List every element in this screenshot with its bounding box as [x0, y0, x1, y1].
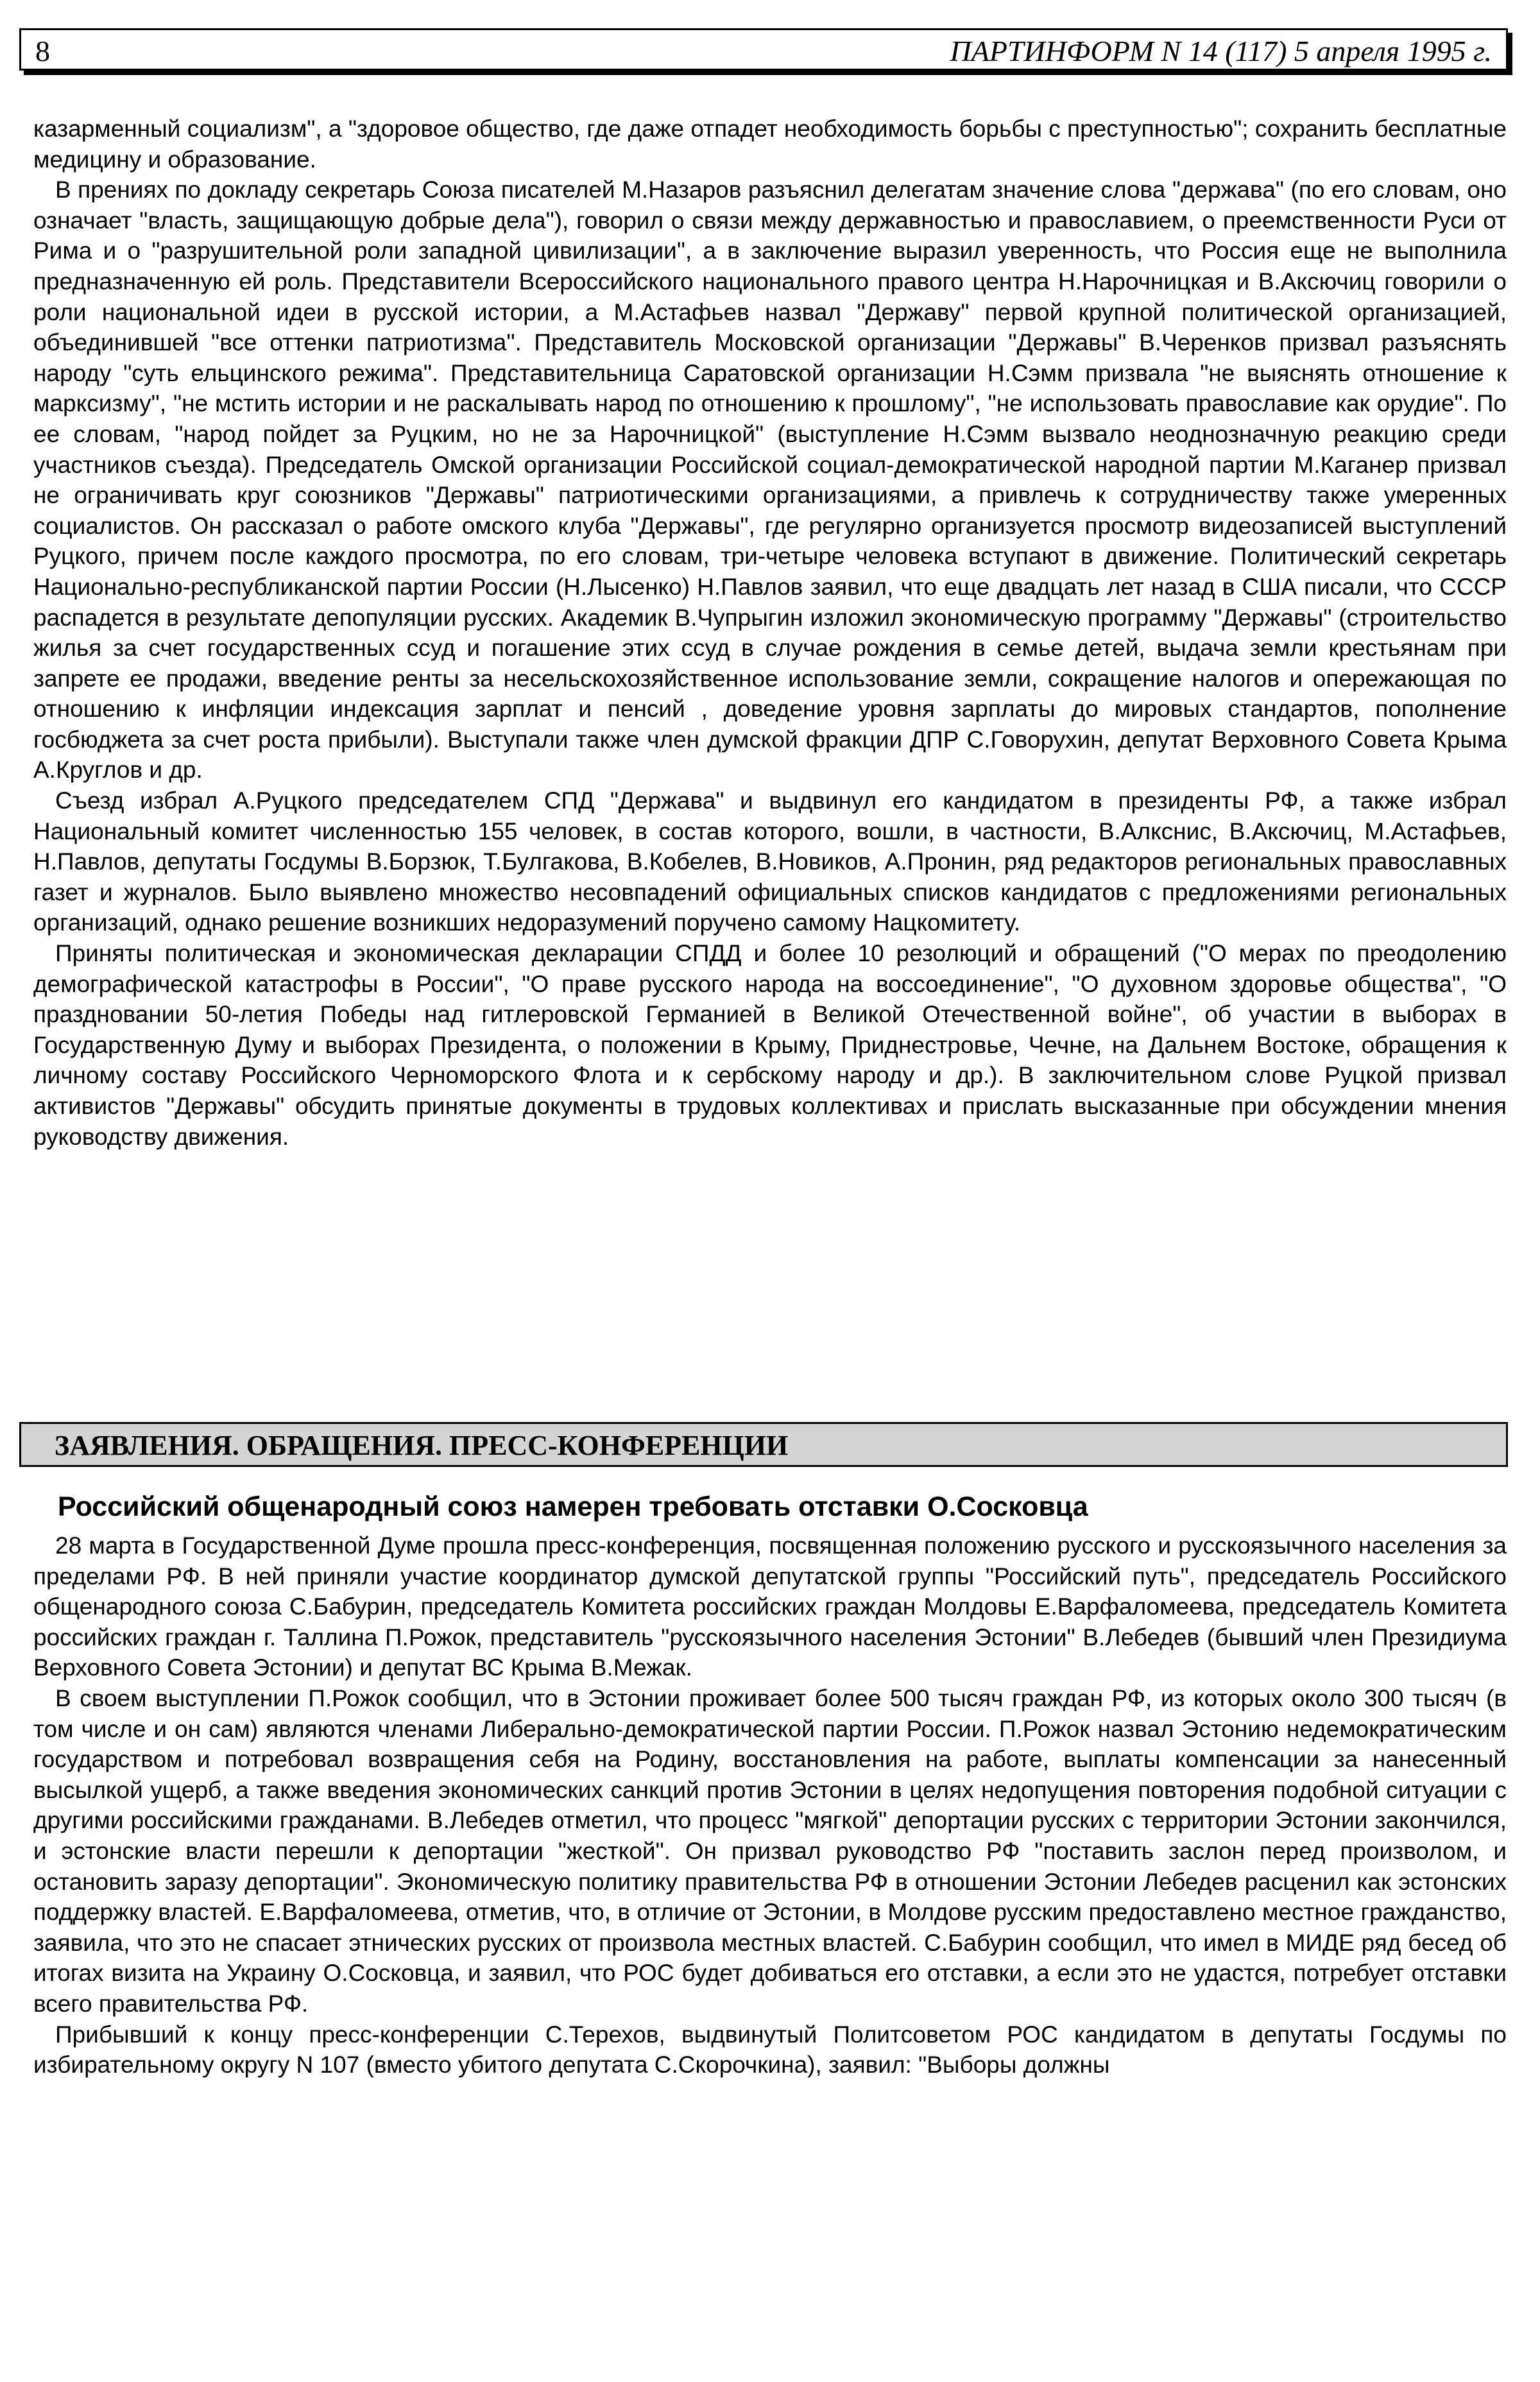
paragraph: Приняты политическая и экономическая декларации СПДД и более 10 резолюций и обращений ("О мерах по преодолению демографической катастрофы в России", "О праве русского народа на воссоединение", "О духовном здоровье общества", "О праздновании 50-летия Победы над гитлеровской Германией в Великой Отечественной войне", об участии в выборах в Государственную Думу и выборах Президента, о положении в Крыму, Приднестровье, Чечне, на Дальнем Востоке, обращения к личному составу Российского Черноморского Флота и к сербскому народу и др.). В заключительном слове Руцкой призвал активистов "Державы" обсудить принятые документы в трудовых коллективах и прислать высказанные при обсуждении мнения руководству движения.	[33, 940, 1507, 1150]
paragraph: казарменный социализм", а "здоровое общество, где даже отпадет необходимость борьбы с преступностью"; сохранить бесплатные медицину и образование.	[33, 116, 1507, 173]
paragraph: Прибывший к концу пресс-конференции С.Терехов, выдвинутый Политсоветом РОС кандидатом в депутаты Госдумы по избирательному округу N 107 (вместо убитого депутата С.Скорочкина), заявил: "Выборы должны	[33, 2021, 1507, 2078]
article-body	[33, 1530, 1507, 2080]
paragraph: В прениях по докладу секретарь Союза писателей М.Назаров разъяснил делегатам значение слова "держава" (по его словам, оно означает "власть, защищающую добрые дела"), говорил о связи между державностью и православием, о преемственности Руси от Рима и о "разрушительной роли западной цивилизации", а в заключение выразил уверенность, что Россия еще не выполнила предназначенную ей роль. Представители Всероссийского национального правого центра Н.Нарочницкая и В.Аксючиц говорили о роли национальной идеи в русской истории, а М.Астафьев назвал "Державу" первой крупной политической организацией, объединившей "все оттенки патриотизма". Представитель Московской организации "Державы" В.Черенков призвал разъяснять народу "суть ельцинского режима". Представительница Саратовской организации Н.Сэмм призвала "не выяснять отношение к марксизму", "не мстить истории и не раскалывать народ по отношению к прошлому", "не использовать православие как орудие". По ее словам, "народ пойдет за Руцким, но не за Нарочницкой" (выступление Н.Сэмм вызвало неоднозначную реакцию среди участников съезда). Председатель Омской организации Российской социал-демократической народной партии М.Каганер призвал не ограничивать круг союзников "Державы" патриотическими организациями, а привлечь к сотрудничеству также умеренных социалистов. Он рассказал о работе омского клуба "Державы", где регулярно организуется просмотр видеозаписей выступлений Руцкого, причем после каждого просмотра, по его словам, три-четыре человека вступают в движение. Политический секретарь Национально-республиканской партии России (Н.Лысенко) Н.Павлов заявил, что еще двадцать лет назад в США писали, что СССР распадется в результате депопуляции русских. Академик В.Чупрыгин изложил экономическую программу "Державы" (строительство жилья за счет государственных ссуд и погашение этих ссуд в случае рождения в семье детей, выдача земли крестьянам при запрете ее продажи, введение ренты за несельскохозяйственное использование земли, сокращение налогов и опережающая по отношению к инфляции индексация зарплат и пенсий , доведение уровня зарплаты до мировых стандартов, пополнение госбюджета за счет роста прибыли). Выступали также член думской фракции ДПР С.Говорухин, депутат Верховного Совета Крыма А.Круглов и др.	[33, 176, 1507, 784]
paragraph: Съезд избрал А.Руцкого председателем СПД "Держава" и выдвинул его кандидатом в президенты РФ, а также избрал Национальный комитет численностью 155 человек, в состав которого, вошли, в частности, В.Алкснис, В.Аксючиц, М.Астафьев, Н.Павлов, депутаты Госдумы В.Борзюк, Т.Булгакова, В.Кобелев, В.Новиков, А.Пронин, ряд редакторов региональных православных газет и журналов. Было выявлено множество несовпадений официальных списков кандидатов с предложениями региональных организаций, однако решение возникших недоразумений поручено самому Нацкомитету.	[33, 787, 1507, 936]
page-header	[19, 28, 1508, 71]
section-heading	[19, 1422, 1508, 1467]
article-continuation	[33, 114, 1507, 1152]
paragraph: В своем выступлении П.Рожок сообщил, что в Эстонии проживает более 500 тысяч граждан РФ, из которых около 300 тысяч (в том числе и он сам) являются членами Либерально-демократической партии России. П.Рожок назвал Эстонию недемократическим государством и потребовал возвращения себя на Родину, восстановления на работе, выплаты компенсации за нанесенный высылкой ущерб, а также введения экономических санкций против Эстонии в целях недопущения повторения подобной ситуации с другими российскими гражданами. В.Лебедев отметил, что процесс "мягкой" депортации русских с территории Эстонии закончился, и эстонские власти перешли к депортации "жесткой". Он призвал руководство РФ "поставить заслон перед произволом, и остановить заразу депортации". Экономическую политику правительства РФ в отношении Эстонии Лебедев расценил как эстонских поддержку властей. Е.Варфаломеева, отметив, что, в отличие от Эстонии, в Молдове русским предоставлено местное гражданство, заявила, что это не спасает этнических русских от произвола местных властей. С.Бабурин сообщил, что имел в МИДЕ ряд бесед об итогах визита на Украину О.Сосковца, и заявил, что РОС будет добиваться его отставки, а если это не удастся, потребует отставки всего правительства РФ.	[33, 1684, 1507, 2017]
section-title: ЗАЯВЛЕНИЯ. ОБРАЩЕНИЯ. ПРЕСС-КОНФЕРЕНЦИИ	[55, 1430, 789, 1461]
article-title: Российский общенародный союз намерен требовать отставки О.Сосковца	[58, 1491, 1088, 1522]
page-number: 8	[35, 35, 50, 67]
paragraph: 28 марта в Государственной Думе прошла пресс-конференция, посвященная положению русского и русскоязычного населения за пределами РФ. В ней приняли участие координатор думской депутатской группы "Российский путь", председатель Российского общенародного союза С.Бабурин, председатель Комитета российских граждан Молдовы Е.Варфаломеева, председатель Комитета российских граждан г. Таллина П.Рожок, представитель "русскоязычного населения Эстонии" В.Лебедев (бывший член Президиума Верховного Совета Эстонии) и депутат ВС Крыма В.Межак.	[33, 1532, 1507, 1681]
issue-line: ПАРТИНФОРМ N 14 (117) 5 апреля 1995 г.	[950, 35, 1492, 67]
